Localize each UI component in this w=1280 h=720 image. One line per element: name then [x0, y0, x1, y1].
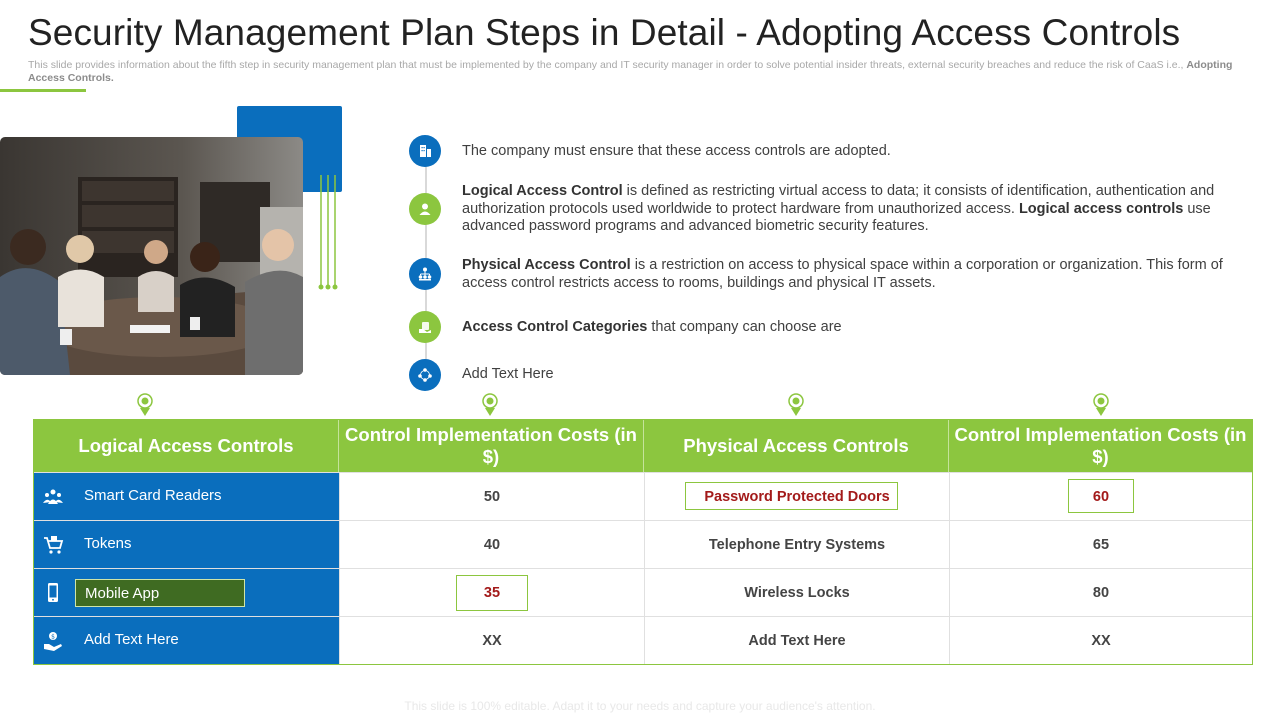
table-row — [34, 616, 1252, 664]
timeline-item-3-bold: Physical Access Control — [462, 257, 631, 273]
timeline-item-3-text: is a restriction on access to physical space within a corporation or organization. This form of access control restricts access to rooms, buildings and physical IT assets. — [462, 257, 1223, 291]
timeline-item-2-text: is defined as restricting virtual access to data; it consists of identification, authentication and authorization protocols used worldwide to protect hardware from unauthorized access. — [462, 183, 1215, 217]
physical-cost-value: 65 — [1092, 536, 1110, 553]
table-row — [34, 472, 1252, 520]
table-header-logical-cost: Control Implementation Costs (in $) — [339, 420, 644, 472]
logical-cost-value: XX — [482, 632, 502, 649]
subtitle-bold: Adopting Access Controls. — [28, 59, 1233, 84]
page-subtitle — [28, 59, 1248, 85]
logical-control-cell — [34, 521, 339, 568]
location-pin-icon — [480, 393, 500, 417]
timeline-item-4-text: that company can choose are — [647, 319, 842, 335]
page-title: Security Management Plan Steps in Detail - Adopting Access Controls — [28, 12, 1181, 53]
timeline-item-2-bold: Logical Access Control — [462, 183, 623, 199]
physical-control-label: Telephone Entry Systems — [708, 536, 886, 553]
timeline-item-2-bold2: Logical access controls — [1018, 200, 1184, 217]
logical-control-cell — [34, 473, 339, 520]
physical-control-cell — [644, 569, 949, 616]
timeline-item-4-bold: Access Control Categories — [462, 319, 648, 335]
access-controls-table — [33, 419, 1253, 665]
user-icon — [409, 193, 441, 225]
table-row — [34, 568, 1252, 616]
table-header-physical-cost: Control Implementation Costs (in $) — [954, 424, 1247, 467]
logical-cost-cell — [339, 569, 644, 616]
team-circle-icon — [409, 359, 441, 391]
hand-coins-icon — [409, 311, 441, 343]
timeline-item-4 — [462, 319, 1227, 337]
meeting-photo — [0, 137, 303, 375]
physical-cost-cell — [949, 473, 1252, 520]
mobile-icon — [42, 582, 64, 604]
table-row — [34, 520, 1252, 568]
table-header-row — [34, 420, 1252, 472]
timeline-item-1 — [462, 143, 1227, 161]
logical-control-label: Add Text Here — [84, 631, 179, 648]
physical-control-label: Password Protected Doors — [704, 488, 890, 505]
physical-control-cell — [644, 473, 949, 520]
logical-cost-value: 40 — [483, 536, 501, 553]
logical-control-label: Tokens — [84, 535, 132, 552]
timeline-item-1-text: The company must ensure that these access controls are adopted. — [462, 143, 891, 159]
logical-control-cell — [34, 569, 339, 616]
logical-cost-value: 35 — [483, 584, 501, 601]
physical-cost-cell — [949, 521, 1252, 568]
cart-icon — [42, 534, 64, 556]
title-underline — [0, 89, 86, 92]
subtitle-text: This slide provides information about the fifth step in security management plan that must be implemented by the company and IT security manager in order to solve potential insider threats, external security breaches and reduce the risk of CaaS i.e., — [28, 59, 1184, 71]
location-pin-icon — [786, 393, 806, 417]
physical-cost-value: 80 — [1092, 584, 1110, 601]
location-pin-icon — [1091, 393, 1111, 417]
physical-cost-value: 60 — [1092, 488, 1110, 505]
logical-control-cell — [34, 617, 339, 664]
timeline-item-5 — [462, 366, 1227, 384]
footer-note: This slide is 100% editable. Adapt it to your needs and capture your audience's attention. — [404, 699, 876, 713]
timeline-item-2-text2: use advanced password programs and advanced biometric security features. — [462, 200, 1211, 234]
logical-control-label: Mobile App — [85, 585, 160, 602]
table-header-logical: Logical Access Controls — [34, 420, 339, 472]
logical-cost-cell — [339, 521, 644, 568]
physical-control-cell — [644, 521, 949, 568]
table-header-physical: Physical Access Controls — [644, 420, 949, 472]
physical-cost-cell — [949, 569, 1252, 616]
logical-cost-value: 50 — [483, 488, 501, 505]
org-chart-icon — [409, 258, 441, 290]
logical-control-label: Smart Card Readers — [84, 487, 222, 504]
building-icon — [409, 135, 441, 167]
timeline-item-3 — [462, 257, 1227, 292]
logical-cost-cell — [339, 617, 644, 664]
physical-cost-value: XX — [1091, 632, 1111, 649]
svg-text:$: $ — [51, 633, 55, 641]
team-icon — [42, 486, 64, 508]
timeline-item-5-text: Add Text Here — [462, 366, 554, 382]
physical-cost-cell — [949, 617, 1252, 664]
decorative-lines — [318, 175, 338, 291]
physical-control-cell — [644, 617, 949, 664]
physical-control-label: Add Text Here — [748, 632, 846, 649]
physical-control-label: Wireless Locks — [744, 584, 850, 601]
money-hand-icon — [42, 630, 64, 652]
timeline-item-2 — [462, 183, 1227, 236]
mobile-app-highlight — [75, 579, 245, 607]
location-pin-icon — [135, 393, 155, 417]
logical-cost-cell — [339, 473, 644, 520]
